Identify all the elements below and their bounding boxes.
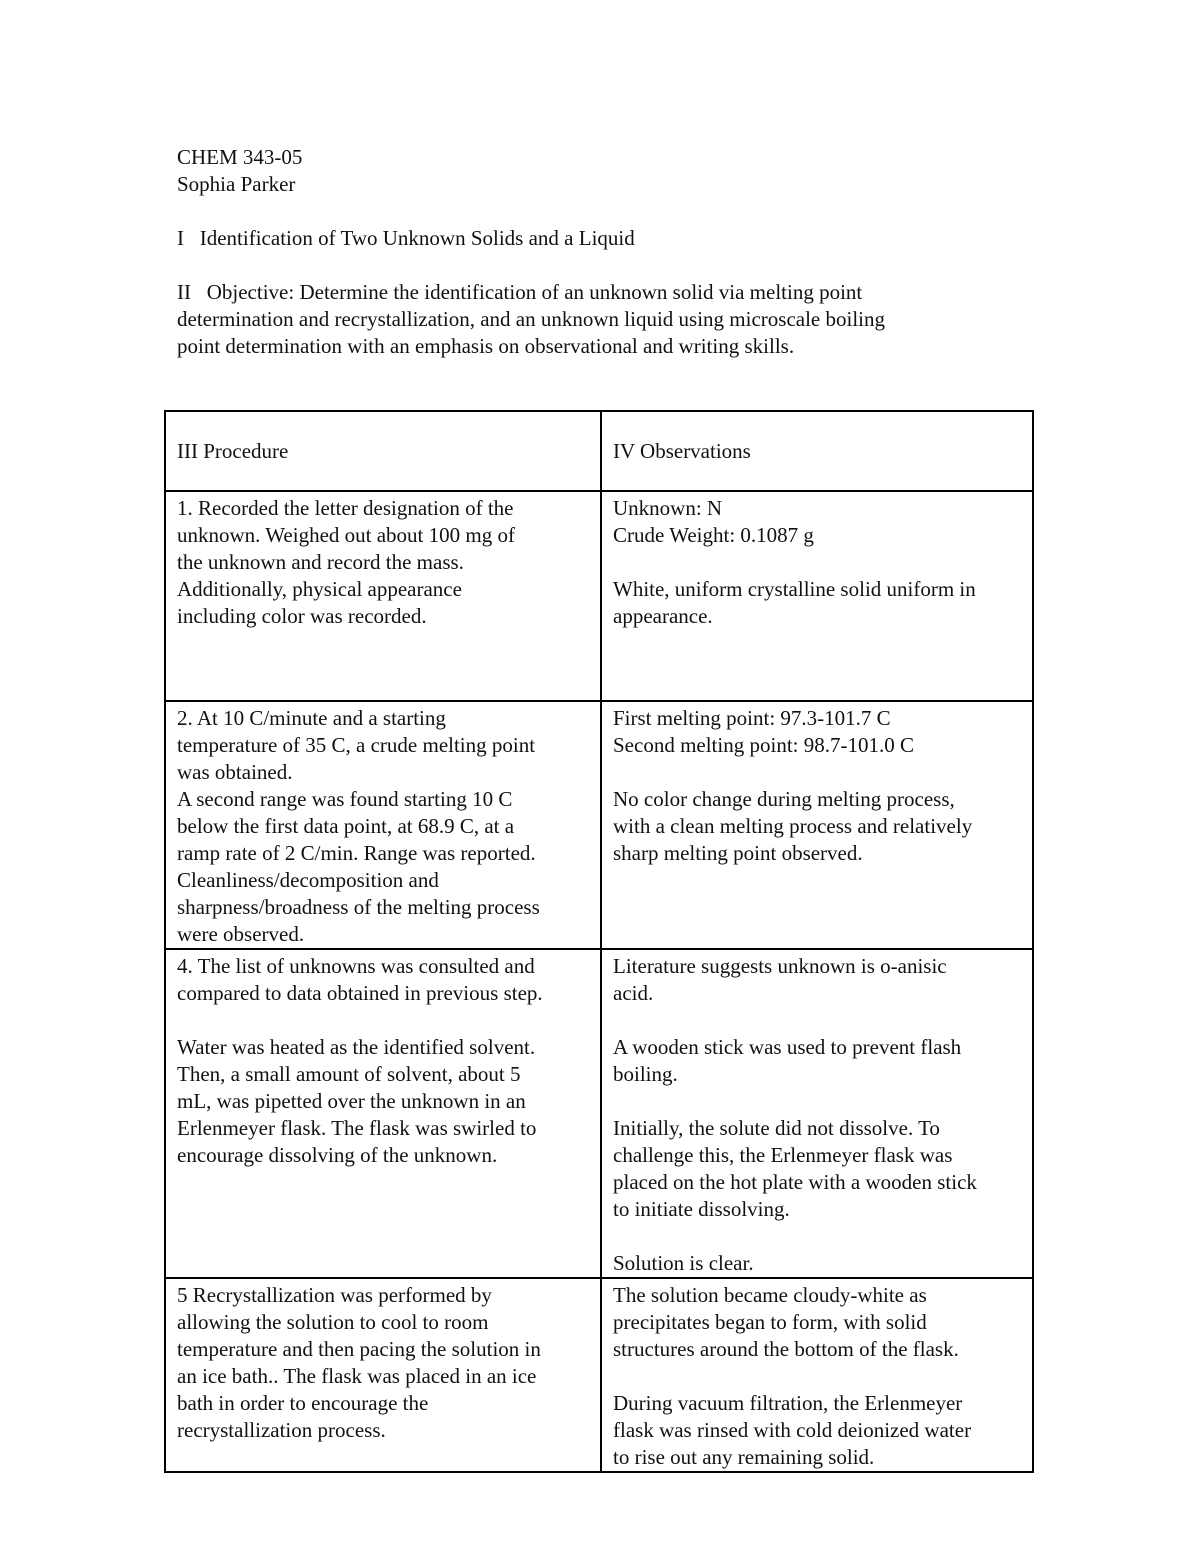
text-line: with a clean melting process and relatively bbox=[613, 814, 973, 838]
text-line: Literature suggests unknown is o-anisic bbox=[613, 954, 947, 978]
author-name: Sophia Parker bbox=[177, 172, 296, 196]
text-line: 5 Recrystallization was performed by bbox=[177, 1283, 492, 1307]
blank-line bbox=[613, 1363, 1022, 1390]
text-line: structures around the bottom of the flask. bbox=[613, 1337, 959, 1361]
spacer bbox=[177, 198, 1037, 225]
text-line: temperature and then pacing the solution in bbox=[177, 1337, 541, 1361]
text-line: were observed. bbox=[177, 922, 305, 946]
table-row bbox=[165, 701, 1033, 949]
text-line: Additionally, physical appearance bbox=[177, 577, 462, 601]
text-line: compared to data obtained in previous step. bbox=[177, 981, 543, 1005]
objective-line: point determination with an emphasis on observational and writing skills. bbox=[177, 334, 795, 358]
blank-line bbox=[613, 759, 1022, 786]
blank-line bbox=[613, 549, 1022, 576]
text-line: was obtained. bbox=[177, 760, 293, 784]
objective-line: determination and recrystallization, and an unknown liquid using microscale boiling bbox=[177, 307, 885, 331]
procedure-cell bbox=[165, 1278, 601, 1472]
text-line: A second range was found starting 10 C bbox=[177, 787, 513, 811]
text-line: flask was rinsed with cold deionized water bbox=[613, 1418, 972, 1442]
text-line: sharp melting point observed. bbox=[613, 841, 863, 865]
text-line: encourage dissolving of the unknown. bbox=[177, 1143, 498, 1167]
text-line: Water was heated as the identified solvent. bbox=[177, 1035, 536, 1059]
table-header-row bbox=[165, 411, 1033, 491]
text-line: A wooden stick was used to prevent flash bbox=[613, 1035, 962, 1059]
blank-line bbox=[613, 1223, 1022, 1250]
text-line: placed on the hot plate with a wooden stick bbox=[613, 1170, 977, 1194]
objective-line: II Objective: Determine the identification of an unknown solid via melting point bbox=[177, 280, 863, 304]
document-header bbox=[177, 144, 1037, 360]
observations-cell bbox=[601, 491, 1033, 701]
text-line: Initially, the solute did not dissolve. To bbox=[613, 1116, 940, 1140]
procedure-cell bbox=[165, 949, 601, 1278]
text-line: temperature of 35 C, a crude melting point bbox=[177, 733, 536, 757]
text-line: No color change during melting process, bbox=[613, 787, 955, 811]
text-line: First melting point: 97.3-101.7 C bbox=[613, 706, 891, 730]
text-line: Unknown: N bbox=[613, 496, 723, 520]
text-line: Then, a small amount of solvent, about 5 bbox=[177, 1062, 521, 1086]
procedure-cell bbox=[165, 701, 601, 949]
procedure-header: III Procedure bbox=[165, 411, 601, 491]
table-row bbox=[165, 1278, 1033, 1472]
text-line: acid. bbox=[613, 981, 654, 1005]
text-line: below the first data point, at 68.9 C, at a bbox=[177, 814, 515, 838]
observations-cell bbox=[601, 1278, 1033, 1472]
text-line: appearance. bbox=[613, 604, 713, 628]
text-line: recrystallization process. bbox=[177, 1418, 386, 1442]
text-line: Solution is clear. bbox=[613, 1251, 754, 1275]
text-line: White, uniform crystalline solid uniform in bbox=[613, 577, 976, 601]
section-title: I Identification of Two Unknown Solids and a Liquid bbox=[177, 226, 635, 250]
blank-line bbox=[613, 1088, 1022, 1115]
text-line: bath in order to encourage the bbox=[177, 1391, 429, 1415]
text-line: The solution became cloudy-white as bbox=[613, 1283, 927, 1307]
table-row bbox=[165, 949, 1033, 1278]
procedure-cell bbox=[165, 491, 601, 701]
observations-cell bbox=[601, 701, 1033, 949]
text-line: sharpness/broadness of the melting process bbox=[177, 895, 540, 919]
table-row bbox=[165, 491, 1033, 701]
text-line: to rise out any remaining solid. bbox=[613, 1445, 875, 1469]
text-line: Cleanliness/decomposition and bbox=[177, 868, 439, 892]
blank-line bbox=[177, 1007, 590, 1034]
text-line: boiling. bbox=[613, 1062, 678, 1086]
text-line: Erlenmeyer flask. The flask was swirled to bbox=[177, 1116, 537, 1140]
text-line: 2. At 10 C/minute and a starting bbox=[177, 706, 446, 730]
text-line: Second melting point: 98.7-101.0 C bbox=[613, 733, 914, 757]
text-line: precipitates began to form, with solid bbox=[613, 1310, 927, 1334]
observations-cell bbox=[601, 949, 1033, 1278]
text-line: an ice bath.. The flask was placed in an ice bbox=[177, 1364, 537, 1388]
observations-header: IV Observations bbox=[601, 411, 1033, 491]
text-line: mL, was pipetted over the unknown in an bbox=[177, 1089, 526, 1113]
text-line: ramp rate of 2 C/min. Range was reported. bbox=[177, 841, 536, 865]
blank-line bbox=[613, 1007, 1022, 1034]
text-line: unknown. Weighed out about 100 mg of bbox=[177, 523, 515, 547]
text-line: including color was recorded. bbox=[177, 604, 427, 628]
text-line: the unknown and record the mass. bbox=[177, 550, 464, 574]
course-code: CHEM 343-05 bbox=[177, 145, 303, 169]
text-line: challenge this, the Erlenmeyer flask was bbox=[613, 1143, 953, 1167]
spacer bbox=[177, 252, 1037, 279]
text-line: 4. The list of unknowns was consulted and bbox=[177, 954, 535, 978]
text-line: During vacuum filtration, the Erlenmeyer bbox=[613, 1391, 963, 1415]
text-line: to initiate dissolving. bbox=[613, 1197, 790, 1221]
procedure-observations-table bbox=[164, 410, 1034, 1473]
text-line: Crude Weight: 0.1087 g bbox=[613, 523, 814, 547]
text-line: allowing the solution to cool to room bbox=[177, 1310, 489, 1334]
text-line: 1. Recorded the letter designation of the bbox=[177, 496, 514, 520]
